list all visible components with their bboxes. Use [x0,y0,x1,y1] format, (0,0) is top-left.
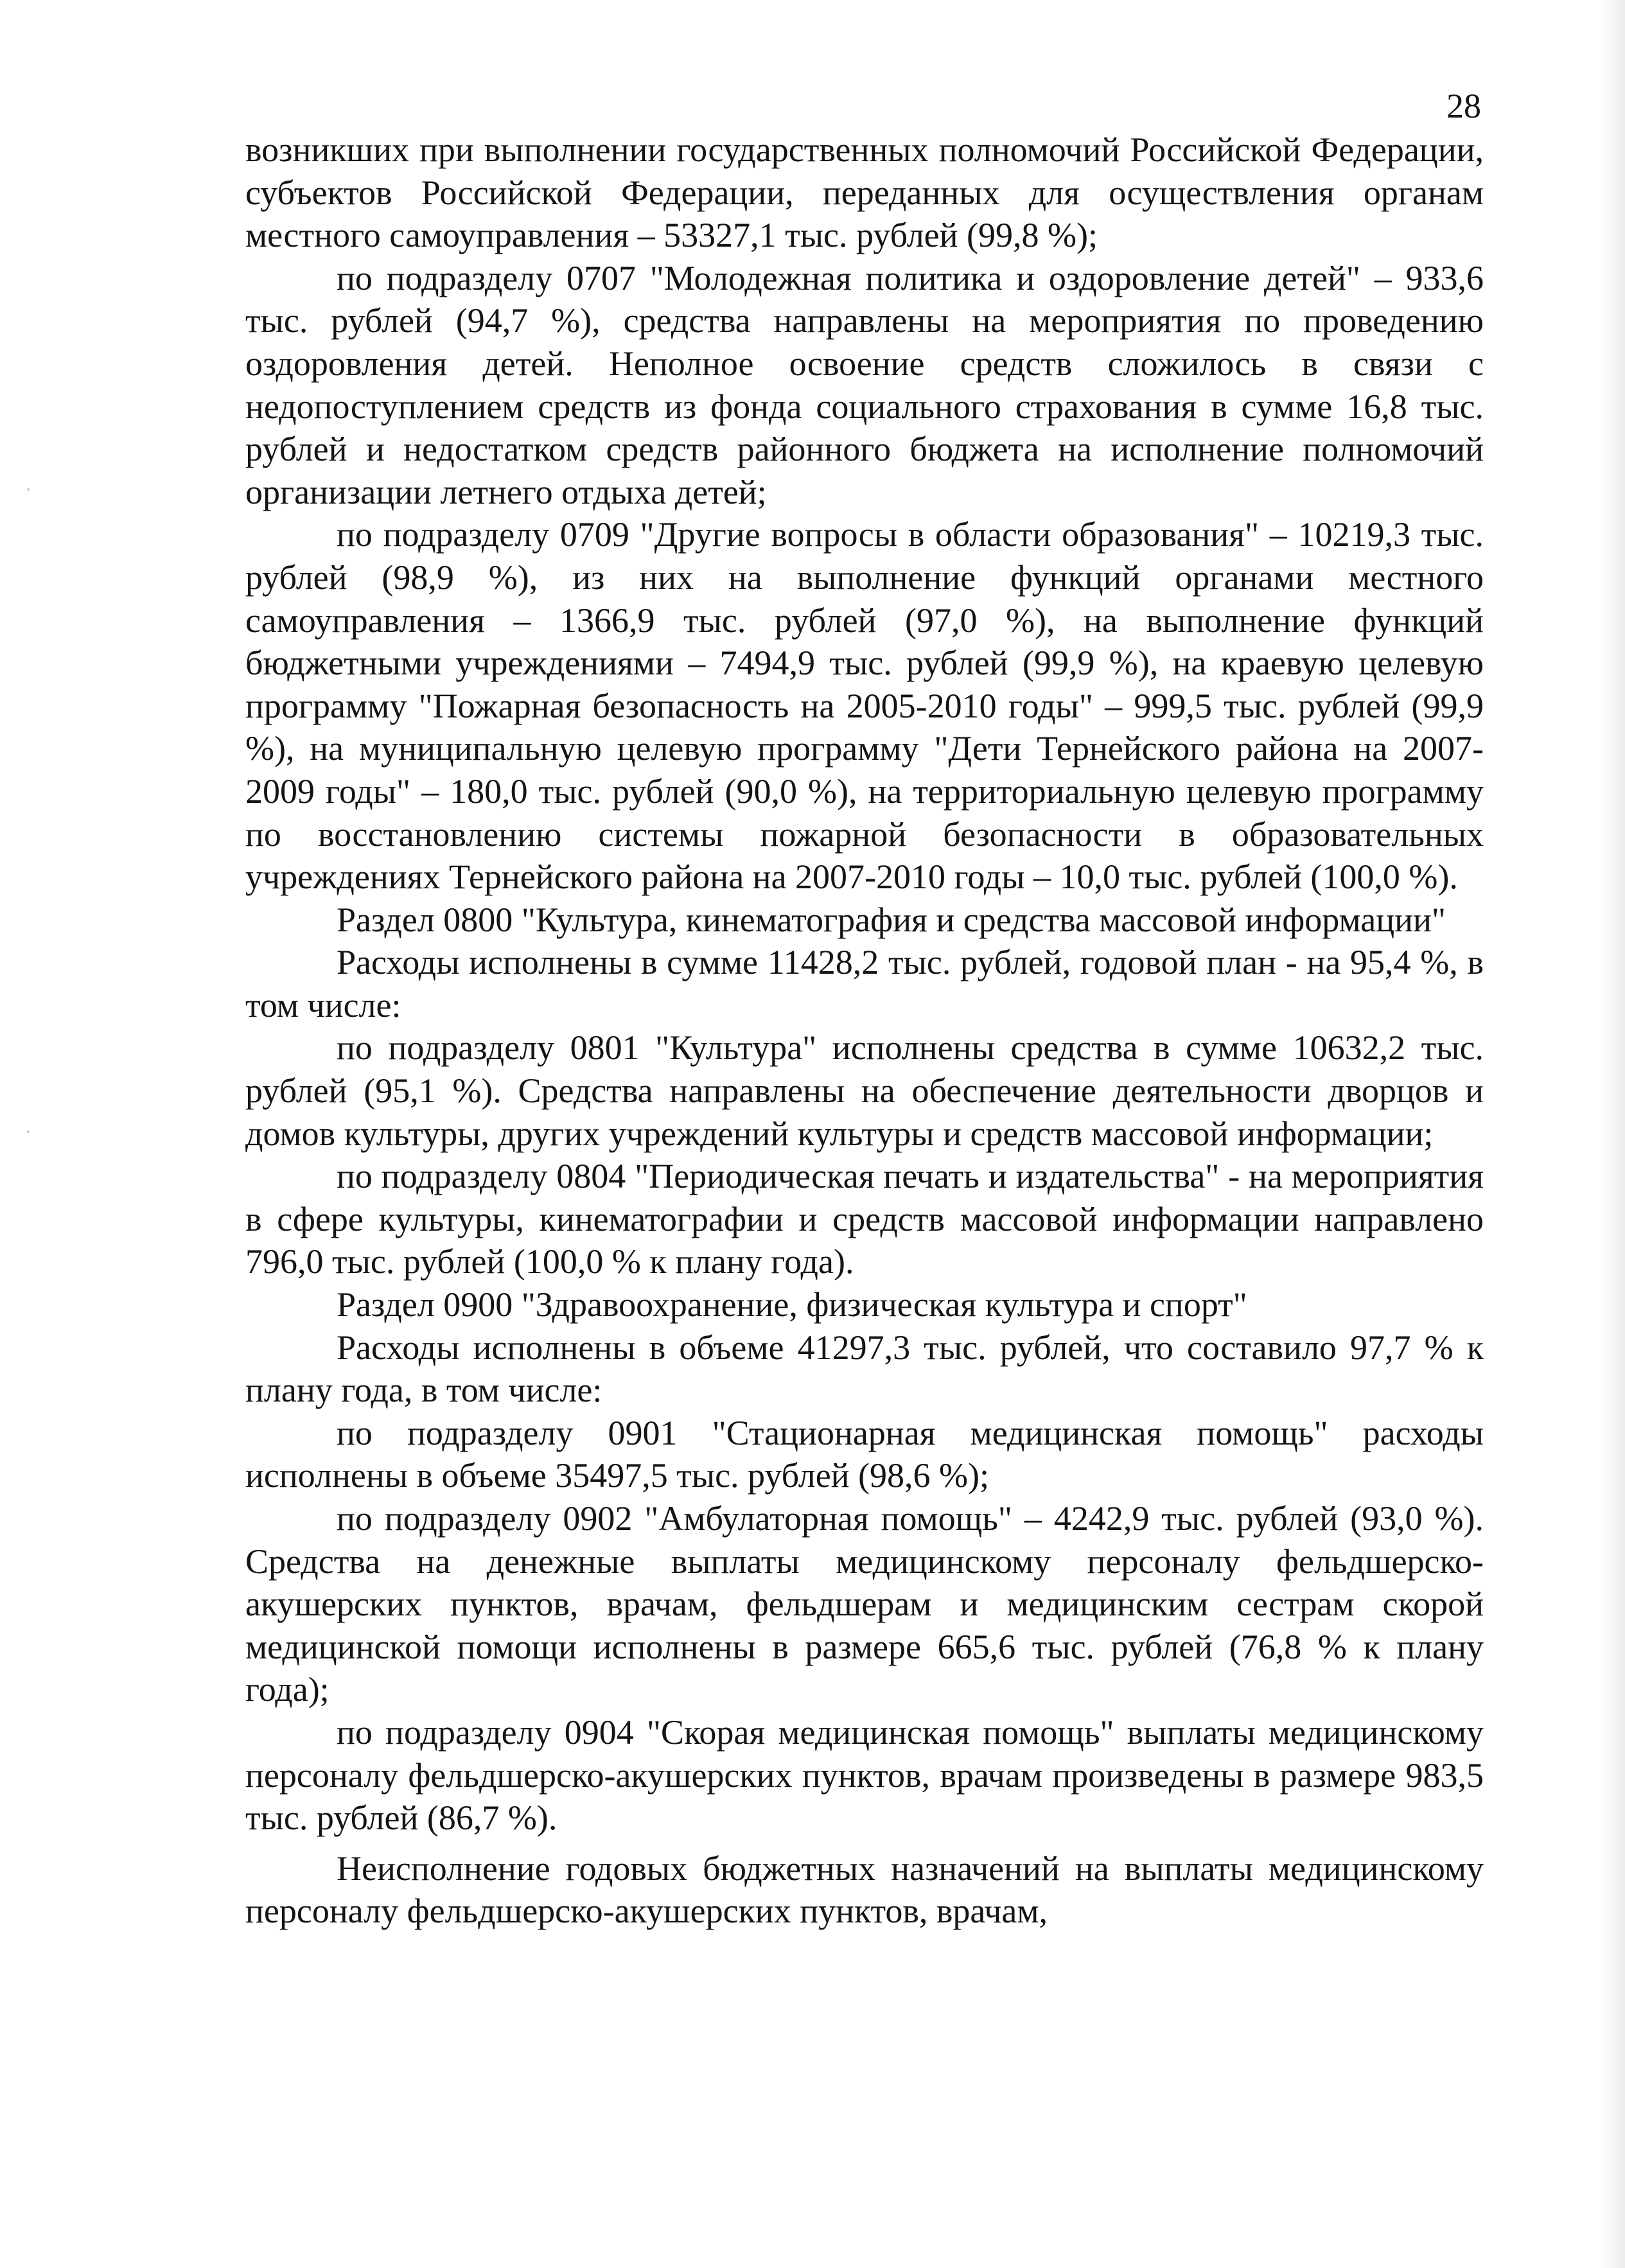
paragraph: по подразделу 0709 "Другие вопросы в области образования" – 10219,3 тыс. рублей (98,9 %), из них на выполнение функций органами местного самоуправления – 1366,9 тыс. рублей (97,0 %), на выполнение функций бюджетными учреждениями – 7494,9 тыс. рублей (99,9 %), на краевую целевую программу "Пожарная безопасность на 2005-2010 годы" – 999,5 тыс. рублей (99,9 %), на муниципальную целевую программу "Дети Тернейского района на 2007-2009 годы" – 180,0 тыс. рублей (90,0 %), на территориальную целевую программу по восстановлению системы пожарной безопасности в образовательных учреждениях Тернейского района на 2007-2010 годы – 10,0 тыс. рублей (100,0 %). [245,515,1484,897]
scan-artifact [27,488,30,491]
paragraph: по подразделу 0801 "Культура" исполнены средства в сумме 10632,2 тыс. рублей (95,1 %). Средства направлены на обеспечение деятельности дворцов и домов культуры, других учреждений культуры и средств массовой информации; [245,1028,1484,1153]
paragraph: по подразделу 0804 "Периодическая печать и издательства" - на мероприятия в сфере культуры, кинематографии и средств массовой информации направлено 796,0 тыс. рублей (100,0 % к плану года). [245,1157,1484,1281]
section-heading: Раздел 0900 "Здравоохранение, физическая культура и спорт" [337,1285,1247,1324]
page-number: 28 [1446,87,1481,125]
paragraph: возникших при выполнении государственных полномочий Российской Федерации, субъектов Российской Федерации, переданных для осуществления органам местного самоуправления – 53327,1 тыс. рублей (99,8 %); [245,130,1484,255]
section-heading: Раздел 0800 "Культура, кинематография и средства массовой информации" [337,900,1446,939]
scan-edge [1599,0,1625,2268]
paragraph: Расходы исполнены в объеме 41297,3 тыс. рублей, что составило 97,7 % к плану года, в том числе: [245,1328,1484,1410]
document-body [245,128,1484,1933]
paragraph: по подразделу 0904 "Скорая медицинская помощь" выплаты медицинскому персоналу фельдшерско-акушерских пунктов, врачам произведены в размере 983,5 тыс. рублей (86,7 %). [245,1712,1484,1838]
paragraph: по подразделу 0901 "Стационарная медицинская помощь" расходы исполнены в объеме 35497,5 тыс. рублей (98,6 %); [245,1413,1484,1495]
paragraph: Неисполнение годовых бюджетных назначений на выплаты медицинскому персоналу фельдшерско-акушерских пунктов, врачам, [245,1849,1484,1931]
paragraph: по подразделу 0902 "Амбулаторная помощь" – 4242,9 тыс. рублей (93,0 %). Средства на денежные выплаты медицинскому персоналу фельдшерско-акушерских пунктов, врачам, фельдшерам и медицинским сестрам скорой медицинской помощи исполнены в размере 665,6 тыс. рублей (76,8 % к плану года); [245,1499,1484,1709]
paragraph: по подразделу 0707 "Молодежная политика и оздоровление детей" – 933,6 тыс. рублей (94,7 %), средства направлены на мероприятия по проведению оздоровления детей. Неполное освоение средств сложилось в связи с недопоступлением средств из фонда социального страхования в сумме 16,8 тыс. рублей и недостатком средств районного бюджета на исполнение полномочий организации летнего отдыха детей; [245,258,1484,511]
scan-artifact [27,1130,30,1133]
paragraph: Расходы исполнены в сумме 11428,2 тыс. рублей, годовой план - на 95,4 %, в том числе: [245,943,1484,1024]
